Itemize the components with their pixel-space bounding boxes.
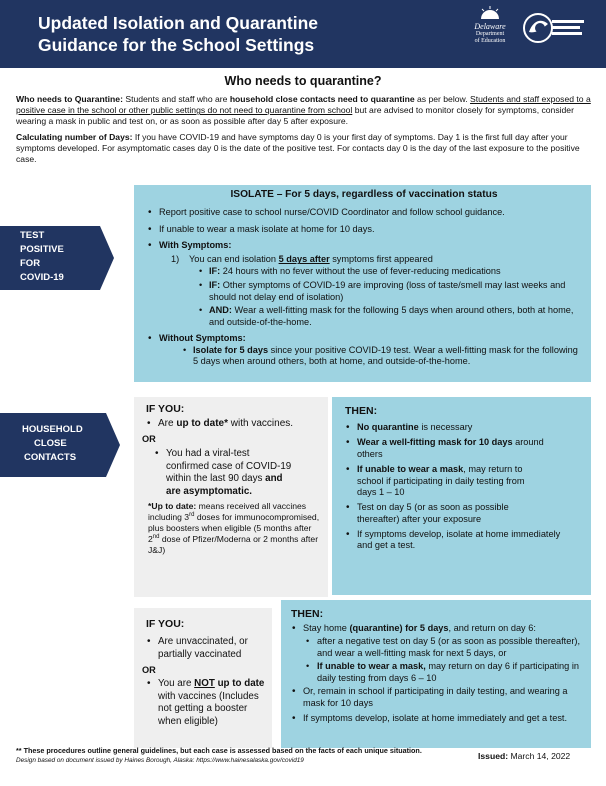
issued-date: Issued: March 14, 2022 xyxy=(478,751,571,761)
isolate-box xyxy=(134,185,591,382)
return-after-negative-test: • after a negative test on day 5 (or as soon as possible thereafter), and wear a well-fitting mask for next 5 days, or xyxy=(305,636,581,660)
isolate-without-symptoms-list xyxy=(183,345,581,369)
footer-note: ** These procedures outline general guidelines, but each case is assessed based on the facts of each unique situation. Design based on document issued by Haines Borough, Alaska: https://www.hainesalaska.gov/covid19 xyxy=(16,746,422,764)
sunrise-icon xyxy=(479,6,501,20)
up-to-date-definition: *Up to date: means received all vaccines including 3rd doses for immunocompromised, plus boosters when eligible (5 months after 2nd dose of Pfizer/Moderna or 2 months after J&J) xyxy=(148,501,320,556)
not-up-to-date-then-box: THEN: • Stay home (quarantine) for 5 days, and return on day 6: • after a negative test on day 5 (or as soon as possible thereafter), and wear a well-fitting mask for next 5 days, or • If unable to wear a mask, may return on day 6 if participating in daily testing from days 6 – 10 • Or, remain in school if participating in daily testing, and wearing a mask for 10 days • If symptoms develop, isolate at home immediately and get a test. xyxy=(281,600,591,748)
condition-mask: • AND: Wear a well-fitting mask for the following 5 days when around others, both at home, and outside-of-the-home. xyxy=(199,305,581,329)
isolate-without-symptoms: • Without Symptoms: xyxy=(147,333,581,345)
return-unable-mask: • If unable to wear a mask, may return on day 6 if participating in daily testing from days 6 – 10 xyxy=(305,661,581,685)
then-wear-mask: • Wear a well-fitting mask for 10 days around others xyxy=(345,437,545,461)
section-heading: Who needs to quarantine? xyxy=(224,74,382,88)
recent-infection-condition: • You had a viral-test confirmed case of COVID-19 within the last 90 days and are asymptomatic. xyxy=(154,448,294,498)
then-symptoms-develop: • If symptoms develop, isolate at home immediately and get a test. xyxy=(345,529,570,553)
isolate-heading: ISOLATE – For 5 days, regardless of vaccination status xyxy=(230,189,498,200)
not-up-to-date-if-box: IF YOU: • Are unvaccinated, or partially vaccinated OR • You are NOT up to date with vaccines (Includes not getting a booster when eligible) xyxy=(134,608,272,748)
title-line-1: Updated Isolation and Quarantine xyxy=(38,13,319,33)
unvaccinated-condition: • Are unvaccinated, or partially vaccinated xyxy=(146,636,266,661)
up-to-date-then-box: THEN: • No quarantine is necessary • Wear a well-fitting mask for 10 days around others • If unable to wear a mask, may return to school if participating in daily testing from days 1 – 10 • Test on day 5 (or as soon as possible thereafter) after your exposure • If symptoms develop, isolate at home immediately and get a test. xyxy=(332,397,591,595)
isolate-with-symptoms: • With Symptoms: xyxy=(147,240,581,252)
division-public-health-logo xyxy=(520,6,586,62)
up-to-date-condition: • Are up to date* with vaccines. xyxy=(146,418,320,431)
who-needs-quarantine-paragraph: Who needs to Quarantine: Students and staff who are household close contacts need to quarantine as per below. Students and staff exposed to a positive case in the school or other public settings do not need to quarantine from school but are advised to monitor closely for symptoms, consider wearing a mask in public and test on, or as soon as possible after day 5 after exposure. xyxy=(16,94,591,127)
then-no-quarantine: • No quarantine is necessary xyxy=(345,422,577,434)
without-symptoms-isolate: • Isolate for 5 days since your positive COVID-19 test. Wear a well-fitting mask for the following 5 days when around others, both at home, and outside-of-the-home. xyxy=(183,345,581,369)
then-symptoms-develop-2: • If symptoms develop, isolate at home immediately and get a test. xyxy=(291,713,581,725)
condition-symptoms: • IF: Other symptoms of COVID-19 are improving (loss of taste/smell may last weeks and should not delay end of isolation) xyxy=(199,280,581,304)
then-unable-mask: • If unable to wear a mask, may return to school if participating in daily testing from days 1 – 10 xyxy=(345,464,540,499)
isolate-symptom-conditions xyxy=(199,266,581,329)
page-title xyxy=(38,12,318,56)
or-separator: OR xyxy=(142,434,156,445)
intro-text xyxy=(16,94,591,169)
title-line-2: Guidance for the School Settings xyxy=(38,35,315,55)
delaware-doe-logo: Delaware Department of Education xyxy=(470,6,510,62)
isolate-bullet-report: • Report positive case to school nurse/COVID Coordinator and follow school guidance. xyxy=(147,207,581,219)
or-separator-2: OR xyxy=(142,664,156,675)
header-banner xyxy=(0,0,606,68)
isolate-numbered-item: 1) You can end isolation 5 days after symptoms first appeared xyxy=(171,254,433,265)
isolate-bullet-mask: • If unable to wear a mask isolate at home for 10 days. xyxy=(147,224,581,236)
then-remain-in-school: • Or, remain in school if participating in daily testing, and wearing a mask for 10 days xyxy=(291,686,581,710)
then-stay-home: • Stay home (quarantine) for 5 days, and return on day 6: xyxy=(291,623,581,635)
design-credit: Design based on document issued by Haines Borough, Alaska: https://www.hainesalaska.gov/covid19 xyxy=(16,757,304,764)
test-positive-label: TEST POSITIVE FOR COVID-19 xyxy=(0,226,100,290)
condition-fever: • IF: 24 hours with no fever without the use of fever-reducing medications xyxy=(199,266,581,278)
calculating-days-paragraph: Calculating number of Days: If you have COVID-19 and have symptoms day 0 is your first day of symptoms. Day 1 is the first full day after your symptoms developed. For asymptomatic cases day 0 is the date of the positive test. For contacts day 0 is the day of the last exposure to the positive case. xyxy=(16,131,580,164)
up-to-date-if-box: IF YOU: • Are up to date* with vaccines. OR • You had a viral-test confirmed case of COVID-19 within the last 90 days and are asymptomatic. *Up to date: means received all vaccines including 3rd doses for immunocompromised, plus boosters when eligible (5 months after 2nd dose of Pfizer/Moderna or 2 months after J&J) xyxy=(134,397,328,597)
household-close-contacts-label: HOUSEHOLD CLOSE CONTACTS xyxy=(0,413,106,477)
not-up-to-date-condition: • You are NOT up to date with vaccines (Includes not getting a booster when eligible) xyxy=(146,678,266,728)
then-test-day-5: • Test on day 5 (or as soon as possible thereafter) after your exposure xyxy=(345,502,545,526)
